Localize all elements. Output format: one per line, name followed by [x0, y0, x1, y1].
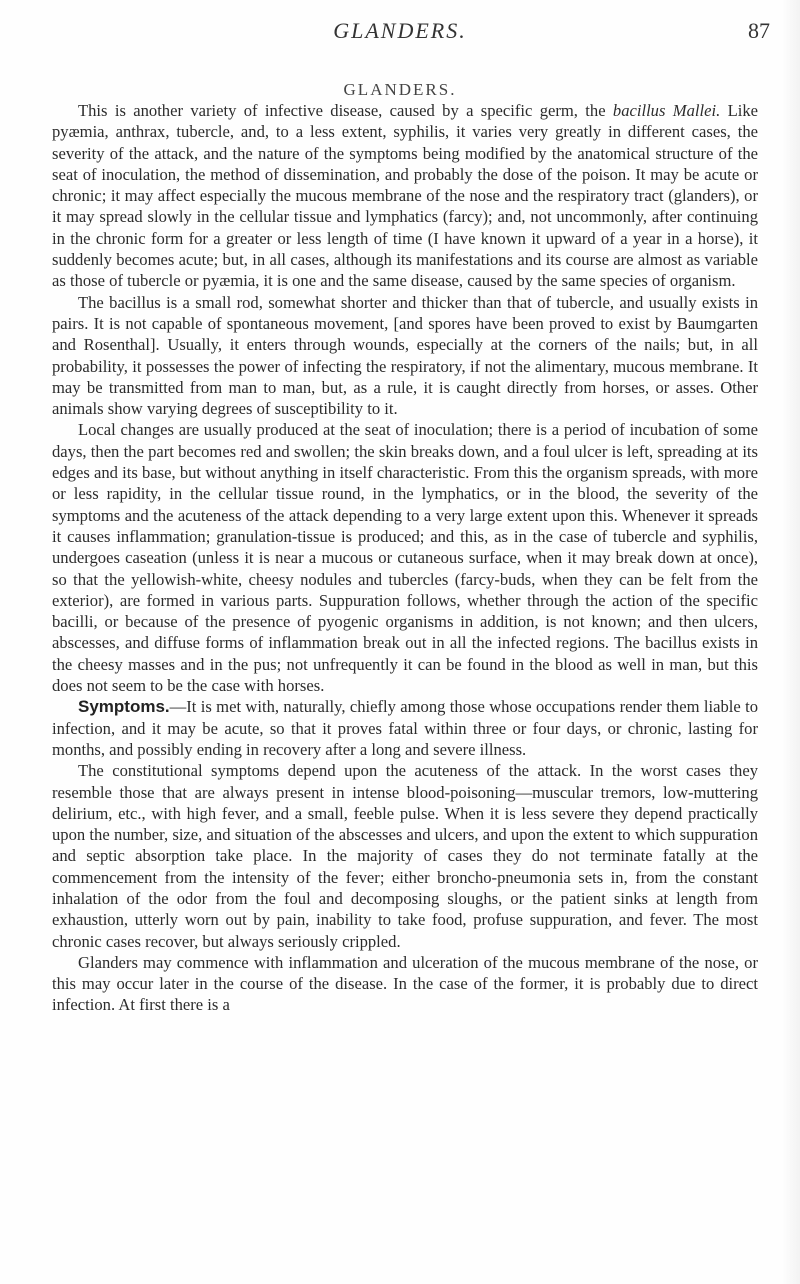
paragraph-intro: [52, 100, 758, 292]
running-head: [0, 0, 800, 60]
paragraph-constitutional: The constitutional symptoms depend upon the acuteness of the attack. In the worst cases they resemble those that are always present in intense blood-poisoning—muscular tremors, low-muttering delirium, etc., with high fever, and a small, feeble pulse. When it is less severe they depend practically upon the number, size, and situation of the abscesses and ulcers, and upon the extent to which suppuration and septic absorption take place. In the majority of cases they do not terminate fatally at the commencement from the intensity of the fever; either broncho-pneumonia sets in, from the constant inhalation of the odor from the foul and decomposing sloughs, or the patient sinks at length from exhaustion, utterly worn out by pain, inability to take food, profuse suppuration, and fever. The most chronic cases recover, but always seriously crippled.: [52, 761, 758, 951]
symptoms-text: —It is met with, naturally, chiefly among those whose occupations render them liable to infection, and it may be acute, so that it proves fatal within three or four days, or chronic, lasting for months, and possibly ending in recovery after a long and severe illness.: [52, 697, 758, 759]
symptoms-heading: Symptoms.: [78, 697, 170, 717]
paragraph-symptoms: [52, 696, 758, 760]
page-number: 87: [748, 18, 770, 43]
article-title: GLANDERS.: [343, 80, 457, 99]
article-body: [52, 100, 758, 1016]
paragraph-bacillus: The bacillus is a small rod, somewhat shorter and thicker than that of tubercle, and usually exists in pairs. It is not capable of spontaneous movement, [and spores have been proved to exist by Baumgarten and Rosenthal]. Usually, it enters through wounds, especially at the corners of the nails; but, in all probability, it possesses the power of infecting the respiratory, if not the alimentary, mucous membrane. It may be transmitted from man to man, but, as a rule, it is caught directly from horses, or asses. Other animals show varying degrees of susceptibility to it.: [52, 292, 758, 419]
paragraph-intro-text-b: Like pyæmia, anthrax, tubercle, and, to a less extent, syphilis, it varies very greatly in different cases, the severity of the attack, and the nature of the symptoms being modified by the anatomical structure of the seat of inoculation, the method of dissemination, and probably the dose of the poison. It may be acute or chronic; it may affect especially the mucous membrane of the nose and the respiratory tract (glanders), or it may spread slowly in the cellular tissue and lymphatics (farcy); and, not uncommonly, after continuing in the chronic form for a greater or less length of time (I have known it upward of a year in a horse), it suddenly becomes acute; but, in all cases, although its manifestations and its course are almost as variable as those of tubercle or pyæmia, it is one and the same disease, caused by the same species of organism.: [52, 101, 758, 291]
running-title: GLANDERS.: [333, 18, 467, 43]
bacillus-name: bacillus Mallei.: [612, 101, 721, 120]
page-edge-shadow: [782, 0, 800, 1284]
paragraph-intro-text-a: This is another variety of infective disease, caused by a specific germ, the: [78, 101, 613, 120]
paragraph-nasal: Glanders may commence with inflammation and ulceration of the mucous membrane of the nose, or this may occur later in the course of the disease. In the case of the former, it is probably due to direct infection. At first there is a: [52, 952, 758, 1015]
paragraph-local-changes: Local changes are usually produced at the seat of inoculation; there is a period of incubation of some days, then the part becomes red and swollen; the skin breaks down, and a foul ulcer is left, spreading at its edges and its base, but without anything in itself characteristic. From this the organism spreads, with more or less rapidity, in the cellular tissue round, in the lymphatics, or in the blood, the severity of the symptoms and the acuteness of the attack depending to a very large extent upon this. Whenever it spreads it causes inflammation; granulation-tissue is produced; and this, as in the case of tubercle and syphilis, undergoes caseation (unless it is near a mucous or cutaneous surface, when it may break down at once), so that the yellowish-white, cheesy nodules and tubercles (farcy-buds, when they can be felt from the exterior), are formed in various parts. Suppuration follows, whether through the action of the specific bacilli, or because of the presence of pyogenic organisms in addition, is not known; and then ulcers, abscesses, and diffuse forms of inflammation break out in all the infected regions. The bacillus exists in the cheesy masses and in the pus; not unfrequently it can be found in the blood as well in man, but this does not seem to be the case with horses.: [52, 420, 758, 696]
